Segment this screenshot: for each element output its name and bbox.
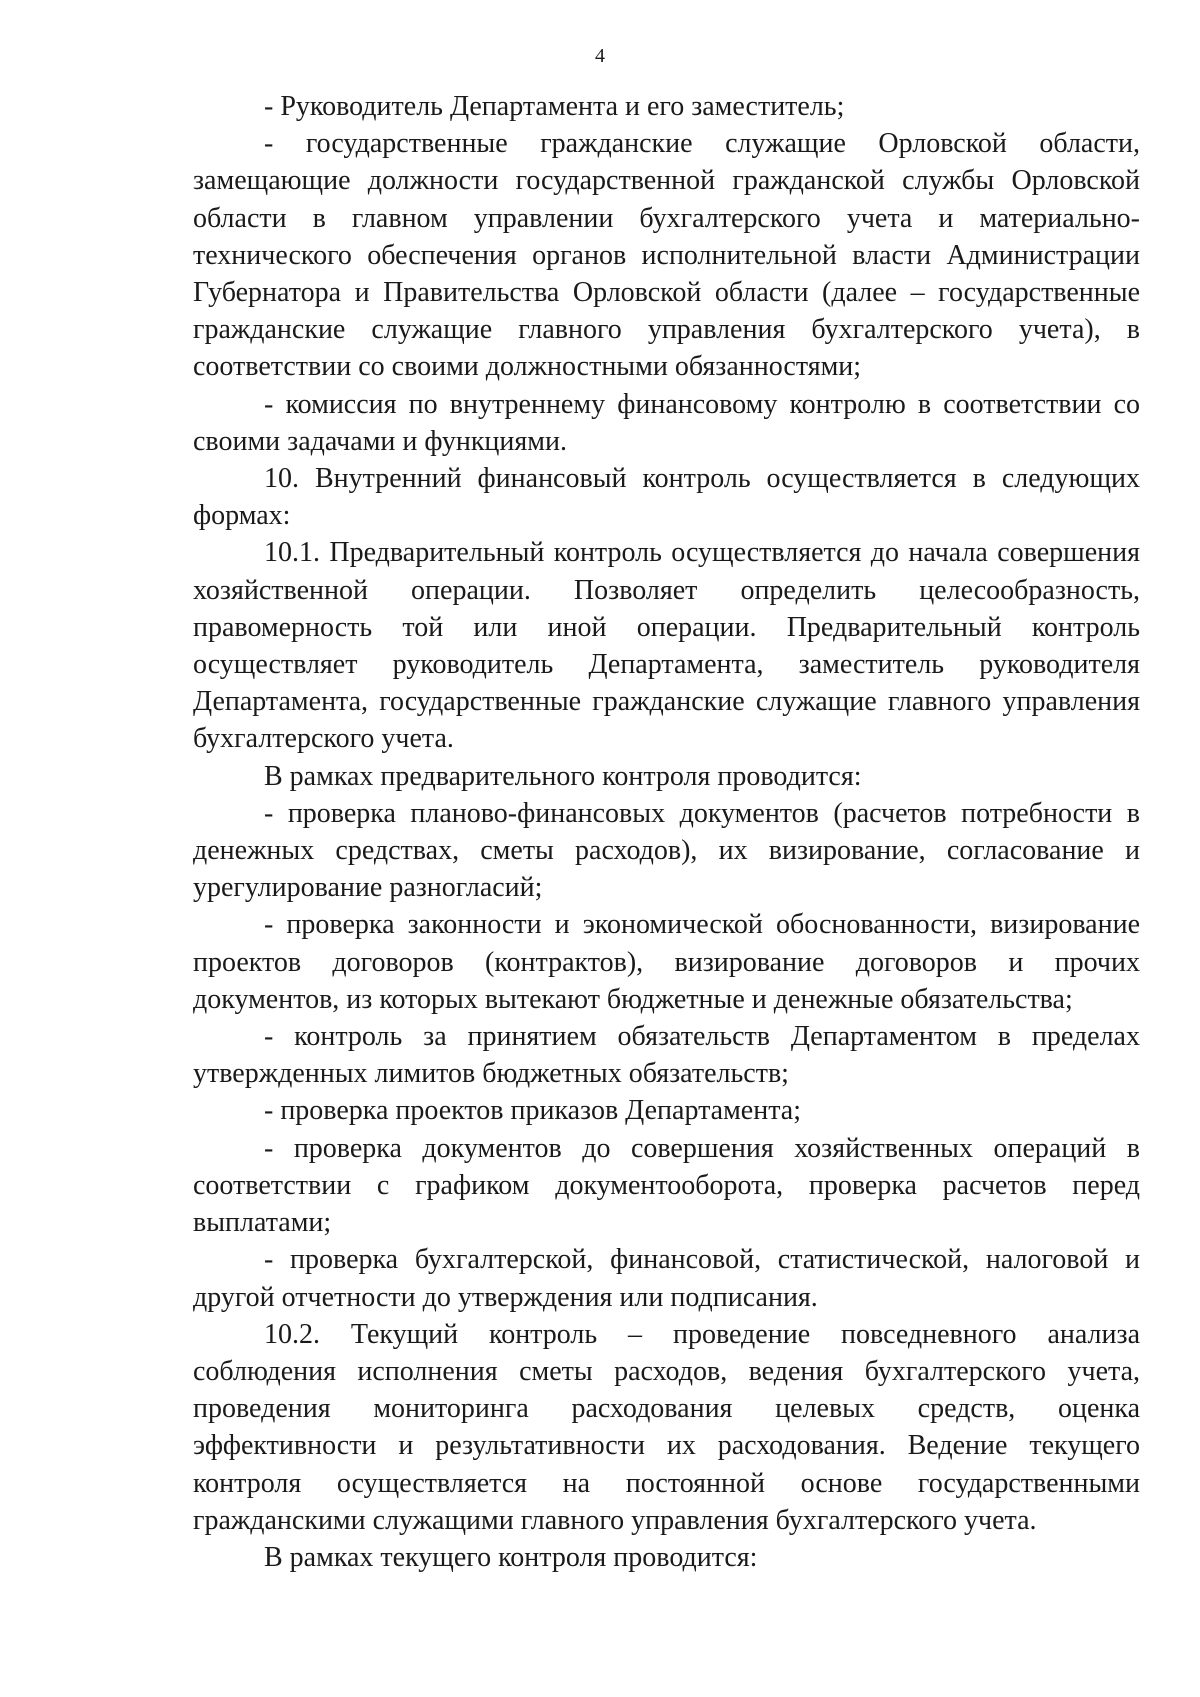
paragraph-civil-servants: - государственные гражданские служащие Орловской области, замещающие должности государственной гражданской службы Орловской области в главном управлении бухгалтерского учета и материально-технического обеспечения органов исполнительной власти Администрации Губернатора и Правительства Орловской области (далее – государственные гражданские служащие главного управления бухгалтерского учета), в соответствии со своими должностными обязанностями; xyxy=(193,128,1140,383)
paragraph-control-forms: 10. Внутренний финансовый контроль осуществляется в следующих формах: xyxy=(193,463,1140,532)
list-item-orders-check: - проверка проектов приказов Департамента; xyxy=(264,1095,802,1127)
paragraph-preliminary-control: 10.1. Предварительный контроль осуществляется до начала совершения хозяйственной операции. Позволяет определить целесообразность, правомерность той или иной операции. Предварительный контроль осуществляет руководитель Департамента, заместитель руководителя Департамента, государственные гражданские служащие главного управления бухгалтерского учета. xyxy=(193,537,1140,755)
list-item-planning-documents: - проверка планово-финансовых документов (расчетов потребности в денежных средствах, сметы расходов), их визирование, согласование и урегулирование разногласий; xyxy=(193,797,1140,904)
paragraph-current-control: 10.2. Текущий контроль – проведение повседневного анализа соблюдения исполнения сметы расходов, ведения бухгалтерского учета, проведения мониторинга расходования целевых средств, оценка эффективности и результативности их расходования. Ведение текущего контроля осуществляется на постоянной основе государственными гражданскими служащими главного управления бухгалтерского учета. xyxy=(193,1318,1140,1536)
list-item-documents-check: - проверка документов до совершения хозяйственных операций в соответствии с графиком документооборота, проверка расчетов перед выплатами; xyxy=(193,1132,1140,1239)
paragraph-preliminary-scope-heading: В рамках предварительного контроля проводится: xyxy=(264,760,862,792)
list-item-legality-check: - проверка законности и экономической обоснованности, визирование проектов договоров (контрактов), визирование договоров и прочих документов, из которых вытекают бюджетные и денежные обязательства; xyxy=(193,909,1140,1015)
paragraph-commission: - комиссия по внутреннему финансовому контролю в соответствии со своими задачами и функциями. xyxy=(193,388,1140,457)
page-number: 4 xyxy=(595,45,605,67)
paragraph-head-of-department: - Руководитель Департамента и его заместитель; xyxy=(264,91,845,122)
document-body xyxy=(193,88,1140,1576)
paragraph-current-scope-heading: В рамках текущего контроля проводится: xyxy=(264,1541,758,1573)
list-item-reporting-check: - проверка бухгалтерской, финансовой, статистической, налоговой и другой отчетности до утверждения или подписания. xyxy=(193,1244,1140,1313)
list-item-obligations-control: - контроль за принятием обязательств Департаментом в пределах утвержденных лимитов бюджетных обязательств; xyxy=(193,1021,1140,1090)
